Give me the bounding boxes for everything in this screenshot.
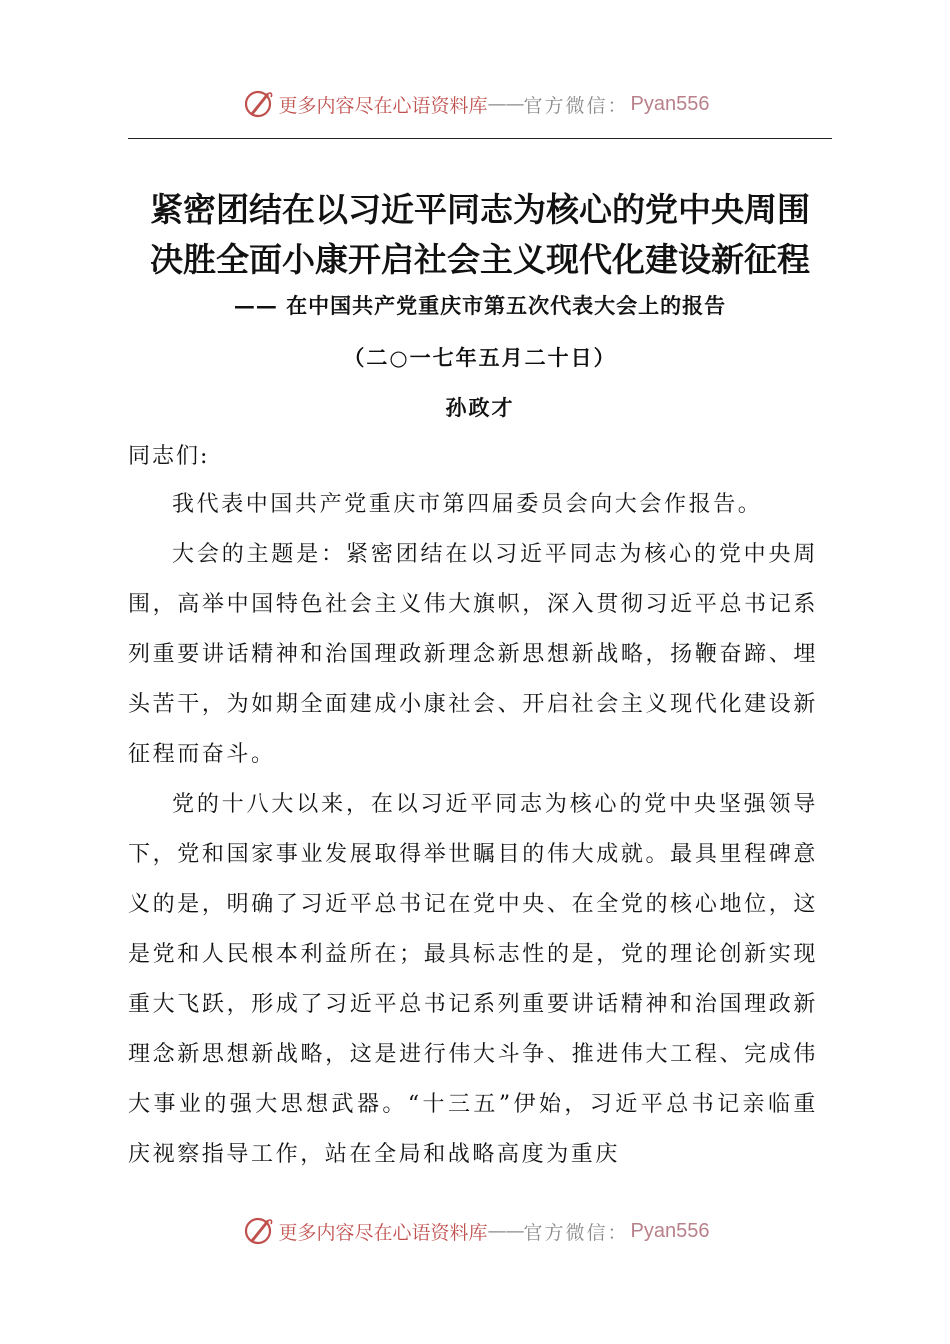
- paragraph: 大会的主题是：紧密团结在以习近平同志为核心的党中央周围，高举中国特色社会主义伟大旗帜，深入贯彻习近平总书记系列重要讲话精神和治国理政新理念新思想新战略，扬鞭奋蹄、埋头苦干，为如期全面建成小康社会、开启社会主义现代化建设新征程而奋斗。: [128, 542, 818, 767]
- quill-logo-icon: [241, 1214, 275, 1248]
- banner-site-text: 更多内容尽在心语资料库: [278, 94, 488, 117]
- quill-logo-icon: [241, 87, 275, 121]
- body-text: [128, 480, 818, 1180]
- banner-wechat-id: Pyan556: [630, 1219, 710, 1242]
- paragraph: 我代表中国共产党重庆市第四届委员会向大会作报告。: [172, 492, 763, 517]
- banner-wechat-label: 官方微信：: [523, 94, 629, 117]
- header-divider: [128, 138, 832, 139]
- document-date: （二○一七年五月二十日）: [343, 345, 617, 370]
- footer-watermark-banner: [0, 1211, 950, 1251]
- banner-dash: ——: [487, 93, 524, 115]
- document-title-line-2: 决胜全面小康开启社会主义现代化建设新征程: [150, 240, 810, 279]
- header-watermark-banner: [0, 84, 950, 124]
- document-title-line-1: 紧密团结在以习近平同志为核心的党中央周围: [150, 190, 810, 229]
- salutation: 同志们:: [128, 444, 210, 469]
- paragraph: 党的十八大以来，在以习近平同志为核心的党中央坚强领导下，党和国家事业发展取得举世瞩目的伟大成就。最具里程碑意义的是，明确了习近平总书记在党中央、在全党的核心地位，这是党和人民根本利益所在；最具标志性的是，党的理论创新实现重大飞跃，形成了习近平总书记系列重要讲话精神和治国理政新理念新思想新战略，这是进行伟大斗争、推进伟大工程、完成伟大事业的强大思想武器。“十三五”伊始，习近平总书记亲临重庆视察指导工作，站在全局和战略高度为重庆: [128, 792, 818, 1167]
- banner-site-text: 更多内容尽在心语资料库: [278, 1221, 488, 1244]
- banner-wechat-id: Pyan556: [630, 92, 710, 115]
- banner-wechat-label: 官方微信：: [523, 1221, 629, 1244]
- document-subtitle: —— 在中国共产党重庆市第五次代表大会上的报告: [233, 293, 727, 318]
- document-author: 孙政才: [445, 395, 515, 420]
- banner-dash: ——: [487, 1220, 524, 1242]
